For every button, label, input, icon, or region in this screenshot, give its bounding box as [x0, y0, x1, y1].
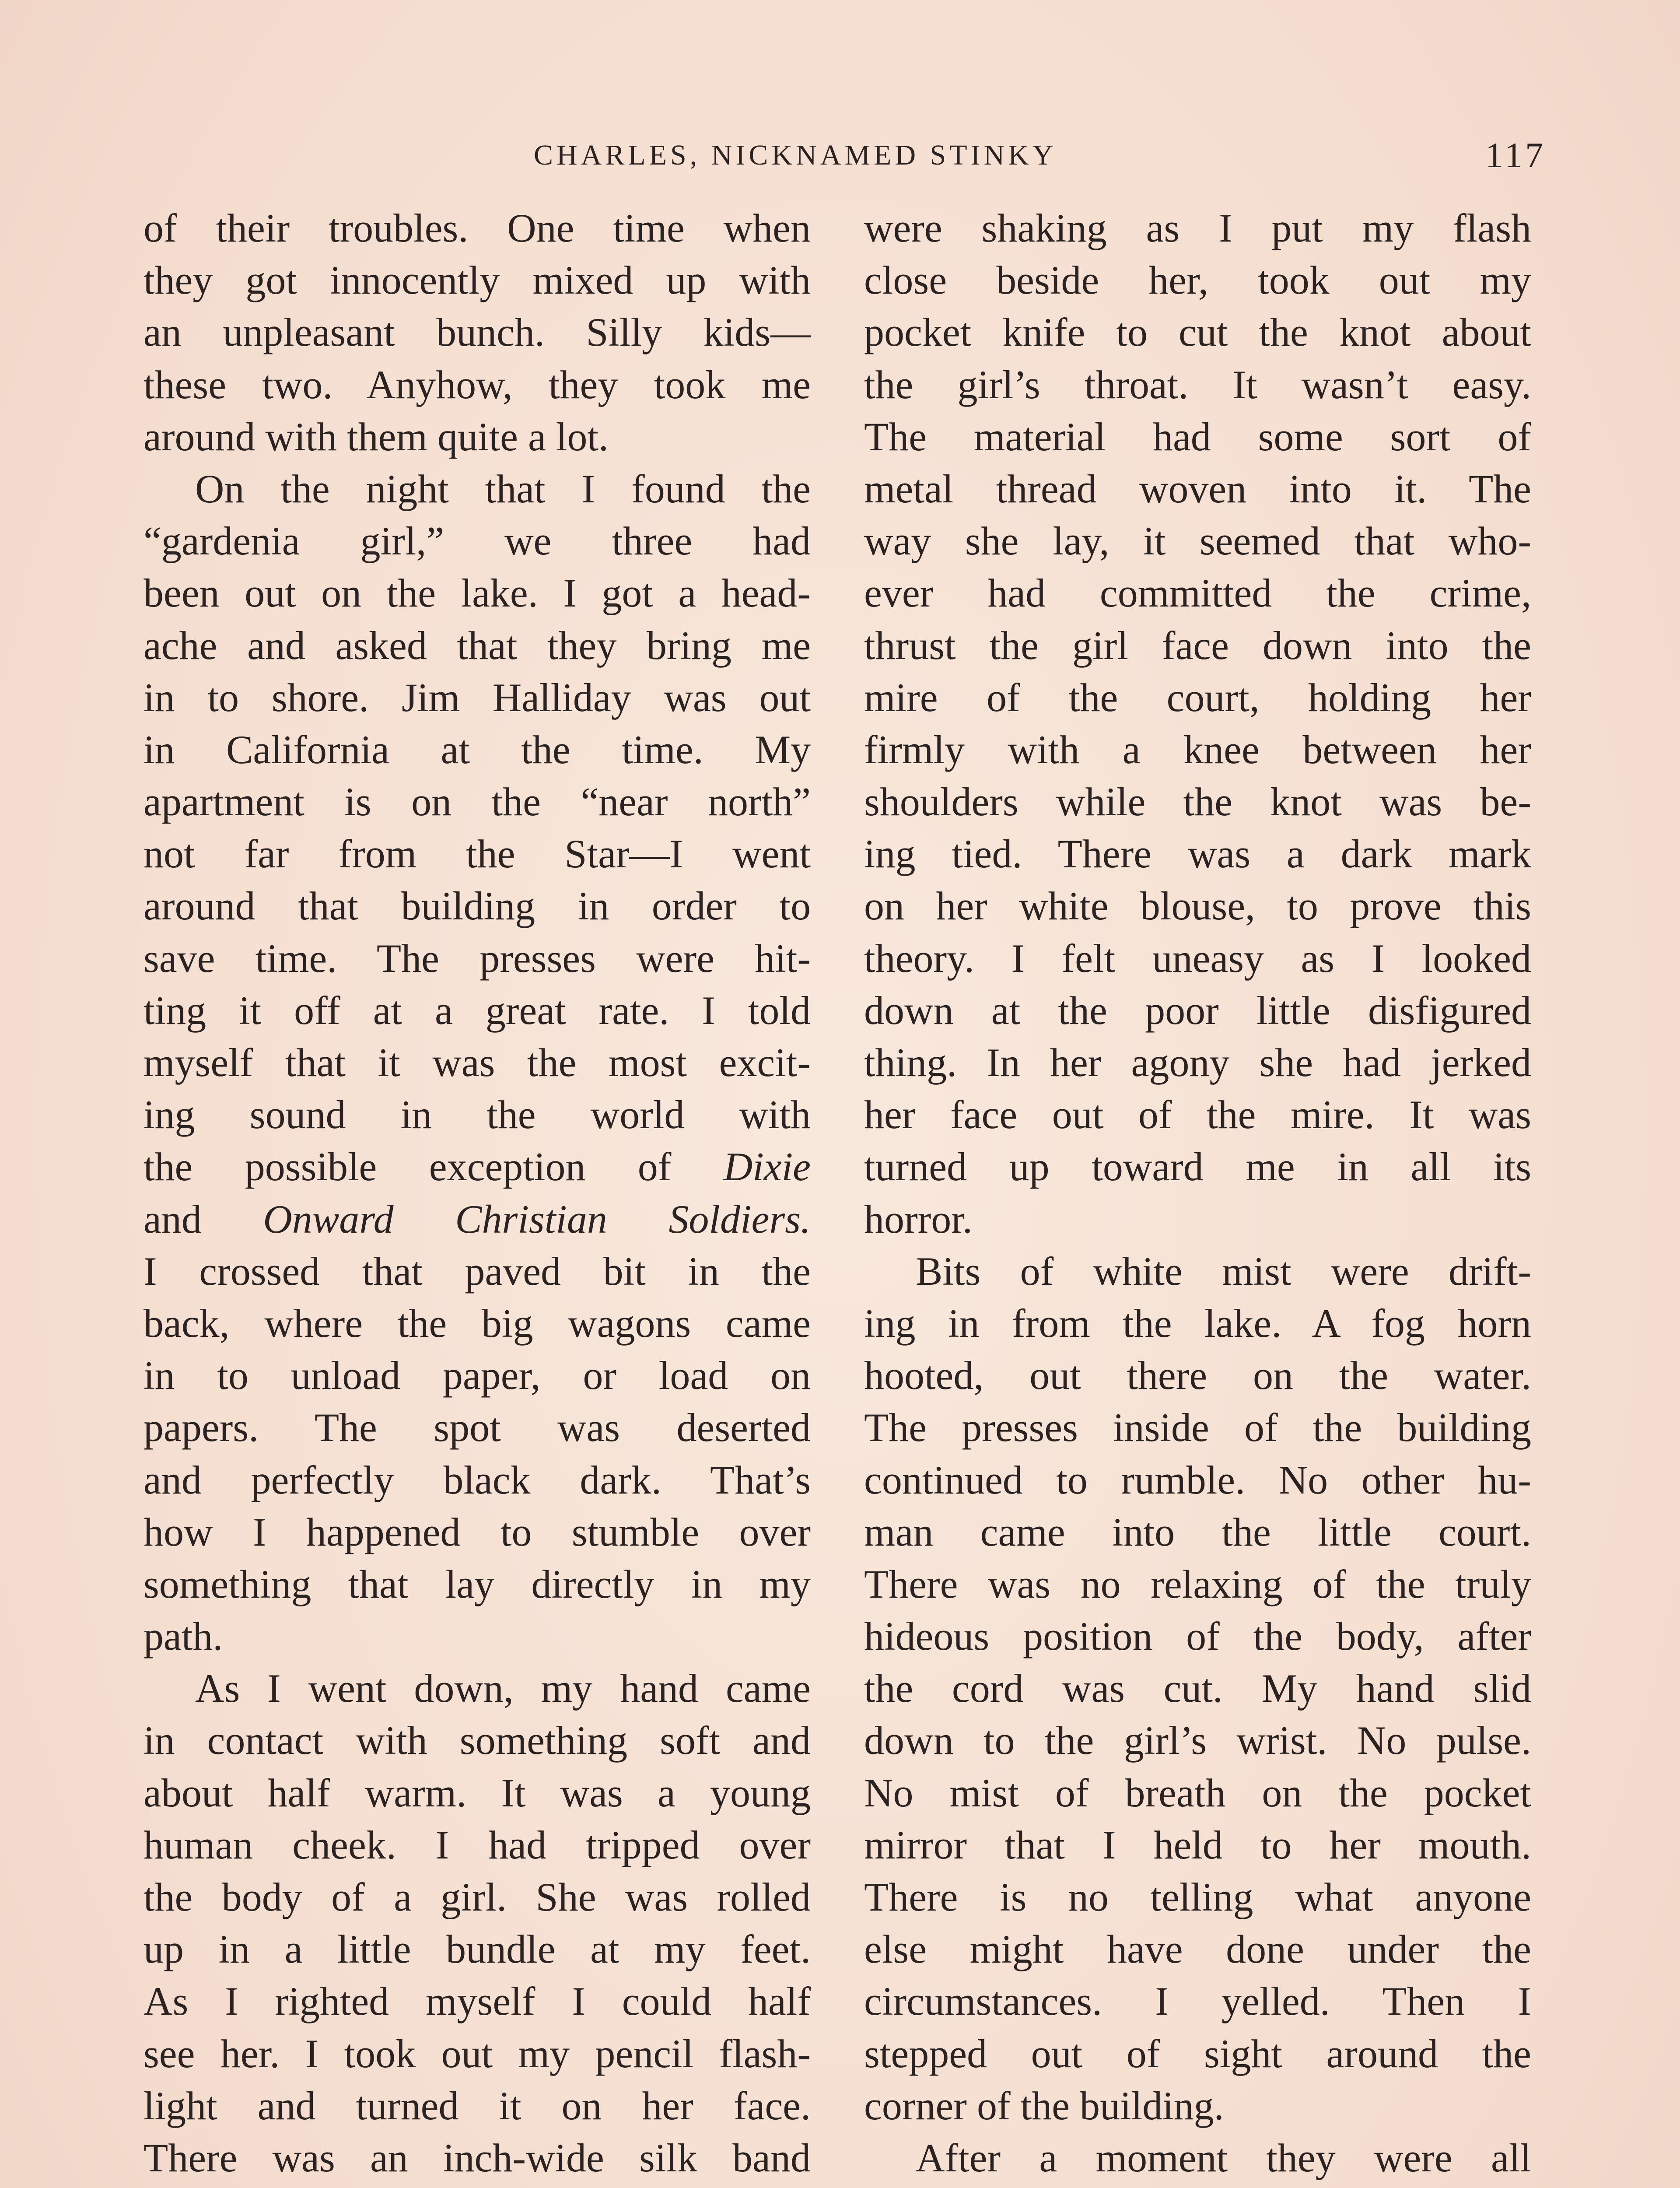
line-text: hideous position of the body, after: [864, 1614, 1531, 1659]
text-line: [144, 2184, 811, 2188]
text-line: [864, 1037, 1531, 1089]
line-text: see her. I took out my pencil flash-: [144, 2031, 811, 2076]
text-line: [144, 1767, 811, 1819]
line-text: There is no telling what anyone: [864, 1875, 1531, 1919]
text-line: [144, 1402, 811, 1454]
text-line: [144, 672, 811, 724]
line-text: human cheek. I had tripped over: [144, 1822, 811, 1867]
line-text: thing. In her agony she had jerked: [864, 1040, 1531, 1085]
text-line: [864, 411, 1531, 463]
text-line: [864, 672, 1531, 724]
line-text: There was no relaxing of the truly: [864, 1561, 1531, 1606]
line-text: “gardenia girl,” we three had: [144, 519, 811, 564]
line-text: how I happened to stumble over: [144, 1509, 811, 1554]
text-line: [144, 1610, 811, 1662]
line-text: save time. The presses were hit-: [144, 936, 811, 981]
line-text: in to unload paper, or load on: [144, 1353, 811, 1398]
text-line: [144, 620, 811, 672]
line-text: else might have done under the: [864, 1927, 1531, 1972]
line-text: ing in from the lake. A fog horn: [864, 1301, 1531, 1346]
line-text: continued to rumble. No other hu-: [864, 1457, 1531, 1502]
line-text: the possible exception of: [144, 1144, 724, 1189]
line-text: ing tied. There was a dark mark: [864, 831, 1531, 877]
text-line: [864, 1558, 1531, 1610]
text-line: [144, 1037, 811, 1089]
text-line: [144, 1193, 811, 1245]
line-text: in California at the time. My: [144, 727, 811, 772]
text-line: [864, 1402, 1531, 1454]
text-line: [864, 1871, 1531, 1923]
text-line: [144, 776, 811, 828]
text-line: [864, 202, 1531, 254]
line-text: and perfectly black dark. That’s: [144, 1457, 811, 1502]
text-line: [144, 2132, 811, 2184]
text-line: [864, 359, 1531, 411]
line-text: pocket knife to cut the knot about: [864, 310, 1531, 355]
line-text: up in a little bundle at my feet.: [144, 1927, 811, 1972]
line-text: The material had some sort of: [864, 414, 1531, 459]
text-line: [144, 1454, 811, 1506]
line-text: mirror that I held to her mouth.: [864, 1822, 1531, 1867]
text-line: [864, 1454, 1531, 1506]
line-text: ache and asked that they bring me: [144, 623, 811, 668]
line-text: Bits of white mist were drift-: [916, 1248, 1531, 1294]
text-line: [864, 776, 1531, 828]
line-text: back, where the big wagons came: [144, 1301, 811, 1346]
line-text: path.: [144, 1614, 223, 1659]
line-text: were shaking as I put my flash: [864, 206, 1531, 250]
line-text: After a moment they were all: [916, 2135, 1531, 2180]
line-text: ing sound in the world with: [144, 1092, 811, 1137]
line-text: No mist of breath on the pocket: [864, 1770, 1531, 1815]
text-line: [144, 411, 811, 463]
text-line: [864, 1297, 1531, 1350]
text-line: [864, 724, 1531, 776]
text-line: [864, 1350, 1531, 1402]
left-text-column: [144, 202, 811, 2188]
text-line: [864, 1610, 1531, 1662]
text-line: [864, 2184, 1531, 2188]
line-text: As I went down, my hand came: [195, 1666, 811, 1711]
line-text: in to shore. Jim Halliday was out: [144, 675, 811, 720]
text-line: [144, 985, 811, 1037]
text-line: [864, 254, 1531, 306]
text-line: [864, 620, 1531, 672]
line-text: stepped out of sight around the: [864, 2031, 1531, 2076]
text-line: [864, 2080, 1531, 2132]
text-line: [144, 724, 811, 776]
line-text: in contact with something soft and: [144, 1718, 811, 1763]
text-line: [144, 359, 811, 411]
line-text: not far from the Star—I went: [144, 831, 811, 877]
line-text: firmly with a knee between her: [864, 727, 1531, 772]
text-line: [144, 1923, 811, 1975]
text-line: [144, 1715, 811, 1767]
line-text: the body of a girl. She was rolled: [144, 1875, 811, 1919]
text-line: [144, 880, 811, 932]
line-text: thrust the girl face down into the: [864, 623, 1531, 668]
line-text: of their troubles. One time when: [144, 206, 811, 250]
text-line: [144, 1297, 811, 1350]
text-line: [144, 1506, 811, 1558]
line-text: theory. I felt uneasy as I looked: [864, 936, 1531, 981]
text-line: [864, 515, 1531, 567]
line-text: mire of the court, holding her: [864, 675, 1531, 720]
text-line: [144, 933, 811, 985]
text-line: [144, 1662, 811, 1715]
line-text: the cord was cut. My hand slid: [864, 1666, 1531, 1711]
text-line: [864, 828, 1531, 880]
text-line: [864, 1141, 1531, 1193]
text-line: [864, 985, 1531, 1037]
line-text: on her white blouse, to prove this: [864, 884, 1531, 929]
text-line: [144, 463, 811, 515]
text-line: [864, 1662, 1531, 1715]
line-text: way she lay, it seemed that who-: [864, 519, 1531, 564]
line-text: corner of the building.: [864, 2083, 1224, 2128]
line-text: these two. Anyhow, they took me: [144, 362, 811, 407]
text-line: [144, 567, 811, 619]
right-text-column: [864, 202, 1531, 2188]
line-text: down at the poor little disfigured: [864, 988, 1531, 1033]
line-text: On the night that I found the: [195, 466, 811, 511]
line-text: circumstances. I yelled. Then I: [864, 1979, 1531, 2024]
line-text: light and turned it on her face.: [144, 2083, 811, 2128]
line-text: myself that it was the most excit-: [144, 1040, 811, 1085]
line-text: been out on the lake. I got a head-: [144, 571, 811, 616]
text-line: [864, 1193, 1531, 1245]
line-text: her face out of the mire. It was: [864, 1092, 1531, 1137]
text-line: [864, 1715, 1531, 1767]
text-line: [864, 1089, 1531, 1141]
text-line: [144, 306, 811, 358]
text-line: [864, 933, 1531, 985]
line-text: around that building in order to: [144, 884, 811, 929]
text-line: [144, 1819, 811, 1871]
line-text: down to the girl’s wrist. No pulse.: [864, 1718, 1531, 1763]
text-line: [144, 254, 811, 306]
text-line: [864, 567, 1531, 619]
line-text: I crossed that paved bit in the: [144, 1248, 811, 1294]
text-line: [144, 1245, 811, 1297]
line-text: There was an inch-wide silk band: [144, 2135, 811, 2180]
text-line: [864, 2028, 1531, 2080]
text-line: [864, 2132, 1531, 2184]
line-text: horror.: [864, 1196, 973, 1241]
text-line: [864, 1767, 1531, 1819]
text-line: [144, 202, 811, 254]
text-line: [144, 828, 811, 880]
text-line: [864, 880, 1531, 932]
text-line: [864, 1245, 1531, 1297]
line-text: around with them quite a lot.: [144, 414, 609, 459]
line-text: apartment is on the “near north”: [144, 779, 811, 824]
text-line: [864, 1506, 1531, 1558]
text-line: [864, 1975, 1531, 2027]
line-text: ting it off at a great rate. I told: [144, 988, 811, 1033]
page-header: [0, 131, 1680, 179]
line-text: As I righted myself I could half: [144, 1979, 811, 2024]
italic-title: Onward Christian Soldiers.: [263, 1196, 811, 1241]
line-text: man came into the little court.: [864, 1509, 1531, 1554]
text-line: [864, 1923, 1531, 1975]
text-line: [144, 515, 811, 567]
line-text: about half warm. It was a young: [144, 1770, 811, 1815]
line-text: hooted, out there on the water.: [864, 1353, 1531, 1398]
line-text: ever had committed the crime,: [864, 571, 1531, 616]
line-text: papers. The spot was deserted: [144, 1405, 811, 1450]
line-text: metal thread woven into it. The: [864, 466, 1531, 511]
running-head: CHARLES, NICKNAMED STINKY: [534, 139, 1057, 171]
text-line: [144, 1350, 811, 1402]
line-text: shoulders while the knot was be-: [864, 779, 1531, 824]
line-text: something that lay directly in my: [144, 1561, 811, 1606]
line-text: and: [144, 1196, 263, 1241]
italic-title: Dixie: [723, 1144, 811, 1189]
text-line: [144, 1141, 811, 1193]
text-line: [864, 1819, 1531, 1871]
line-text: The presses inside of the building: [864, 1405, 1531, 1450]
text-line: [144, 1089, 811, 1141]
text-line: [144, 1871, 811, 1923]
line-text: an unpleasant bunch. Silly kids—: [144, 310, 811, 355]
line-text: turned up toward me in all its: [864, 1144, 1531, 1189]
text-line: [144, 2028, 811, 2080]
line-text: the girl’s throat. It wasn’t easy.: [864, 362, 1531, 407]
text-line: [144, 1975, 811, 2027]
text-line: [144, 2080, 811, 2132]
line-text: they got innocently mixed up with: [144, 258, 811, 303]
line-text: close beside her, took out my: [864, 258, 1531, 303]
text-line: [144, 1558, 811, 1610]
text-line: [864, 306, 1531, 358]
text-line: [864, 463, 1531, 515]
page-number: 117: [1485, 135, 1546, 175]
